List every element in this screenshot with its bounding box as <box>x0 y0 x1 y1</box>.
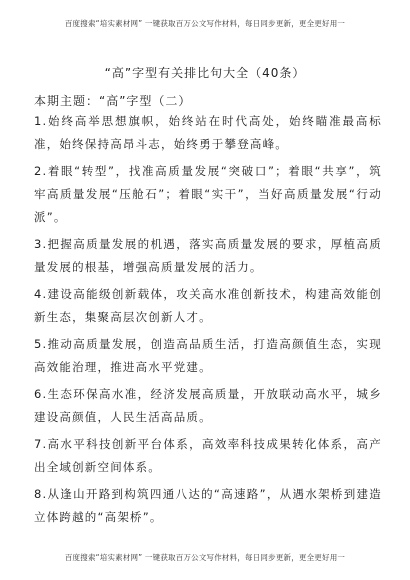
paragraph-8: 8.从逢山开路到构筑四通八达的“高速路”，从遇水架桥到建造立体跨越的“高架桥”。 <box>34 487 382 524</box>
paragraph-3: 3.把握高质量发展的机遇，落实高质量发展的要求，厚植高质量发展的根基，增强高质量发展的活力。 <box>34 237 382 274</box>
page-header: 百度搜索“培实素材网” 一键获取百万公文写作材料，每日同步更新，更全更好用一 <box>64 19 346 28</box>
page-footer: 百度搜索“培实素材网” 一键获取百万公文写作材料，每日同步更新，更全更好用一 <box>64 553 346 562</box>
section-theme: 本期主题：“高”字型（二） <box>34 94 192 108</box>
paragraph-5: 5.推动高质量发展，创造高品质生活，打造高颜值生态，实现高效能治理，推进高水平党建。 <box>34 337 382 374</box>
paragraph-1: 1.始终高举思想旗帜，始终站在时代高处，始终瞄准最高标准，始终保持高昂斗志，始终勇于攀登高峰。 <box>34 114 382 151</box>
paragraph-7: 7.高水平科技创新平台体系，高效率科技成果转化体系，高产出全域创新空间体系。 <box>34 437 382 474</box>
paragraph-4: 4.建设高能级创新载体，攻关高水准创新技术，构建高效能创新生态，集聚高层次创新人才。 <box>34 287 382 324</box>
paragraph-2: 2.着眼“转型”，找准高质量发展“突破口”；着眼“共享”，筑牢高质量发展“压舱石”；着眼“实干”，当好高质量发展“行动派”。 <box>34 164 382 224</box>
paragraph-6: 6.生态环保高水准，经济发展高质量，开放联动高水平，城乡建设高颜值，人民生活高品质。 <box>34 387 382 424</box>
content-body <box>34 110 382 533</box>
page-title: “高”字型有关排比句大全（40条） <box>104 66 306 80</box>
